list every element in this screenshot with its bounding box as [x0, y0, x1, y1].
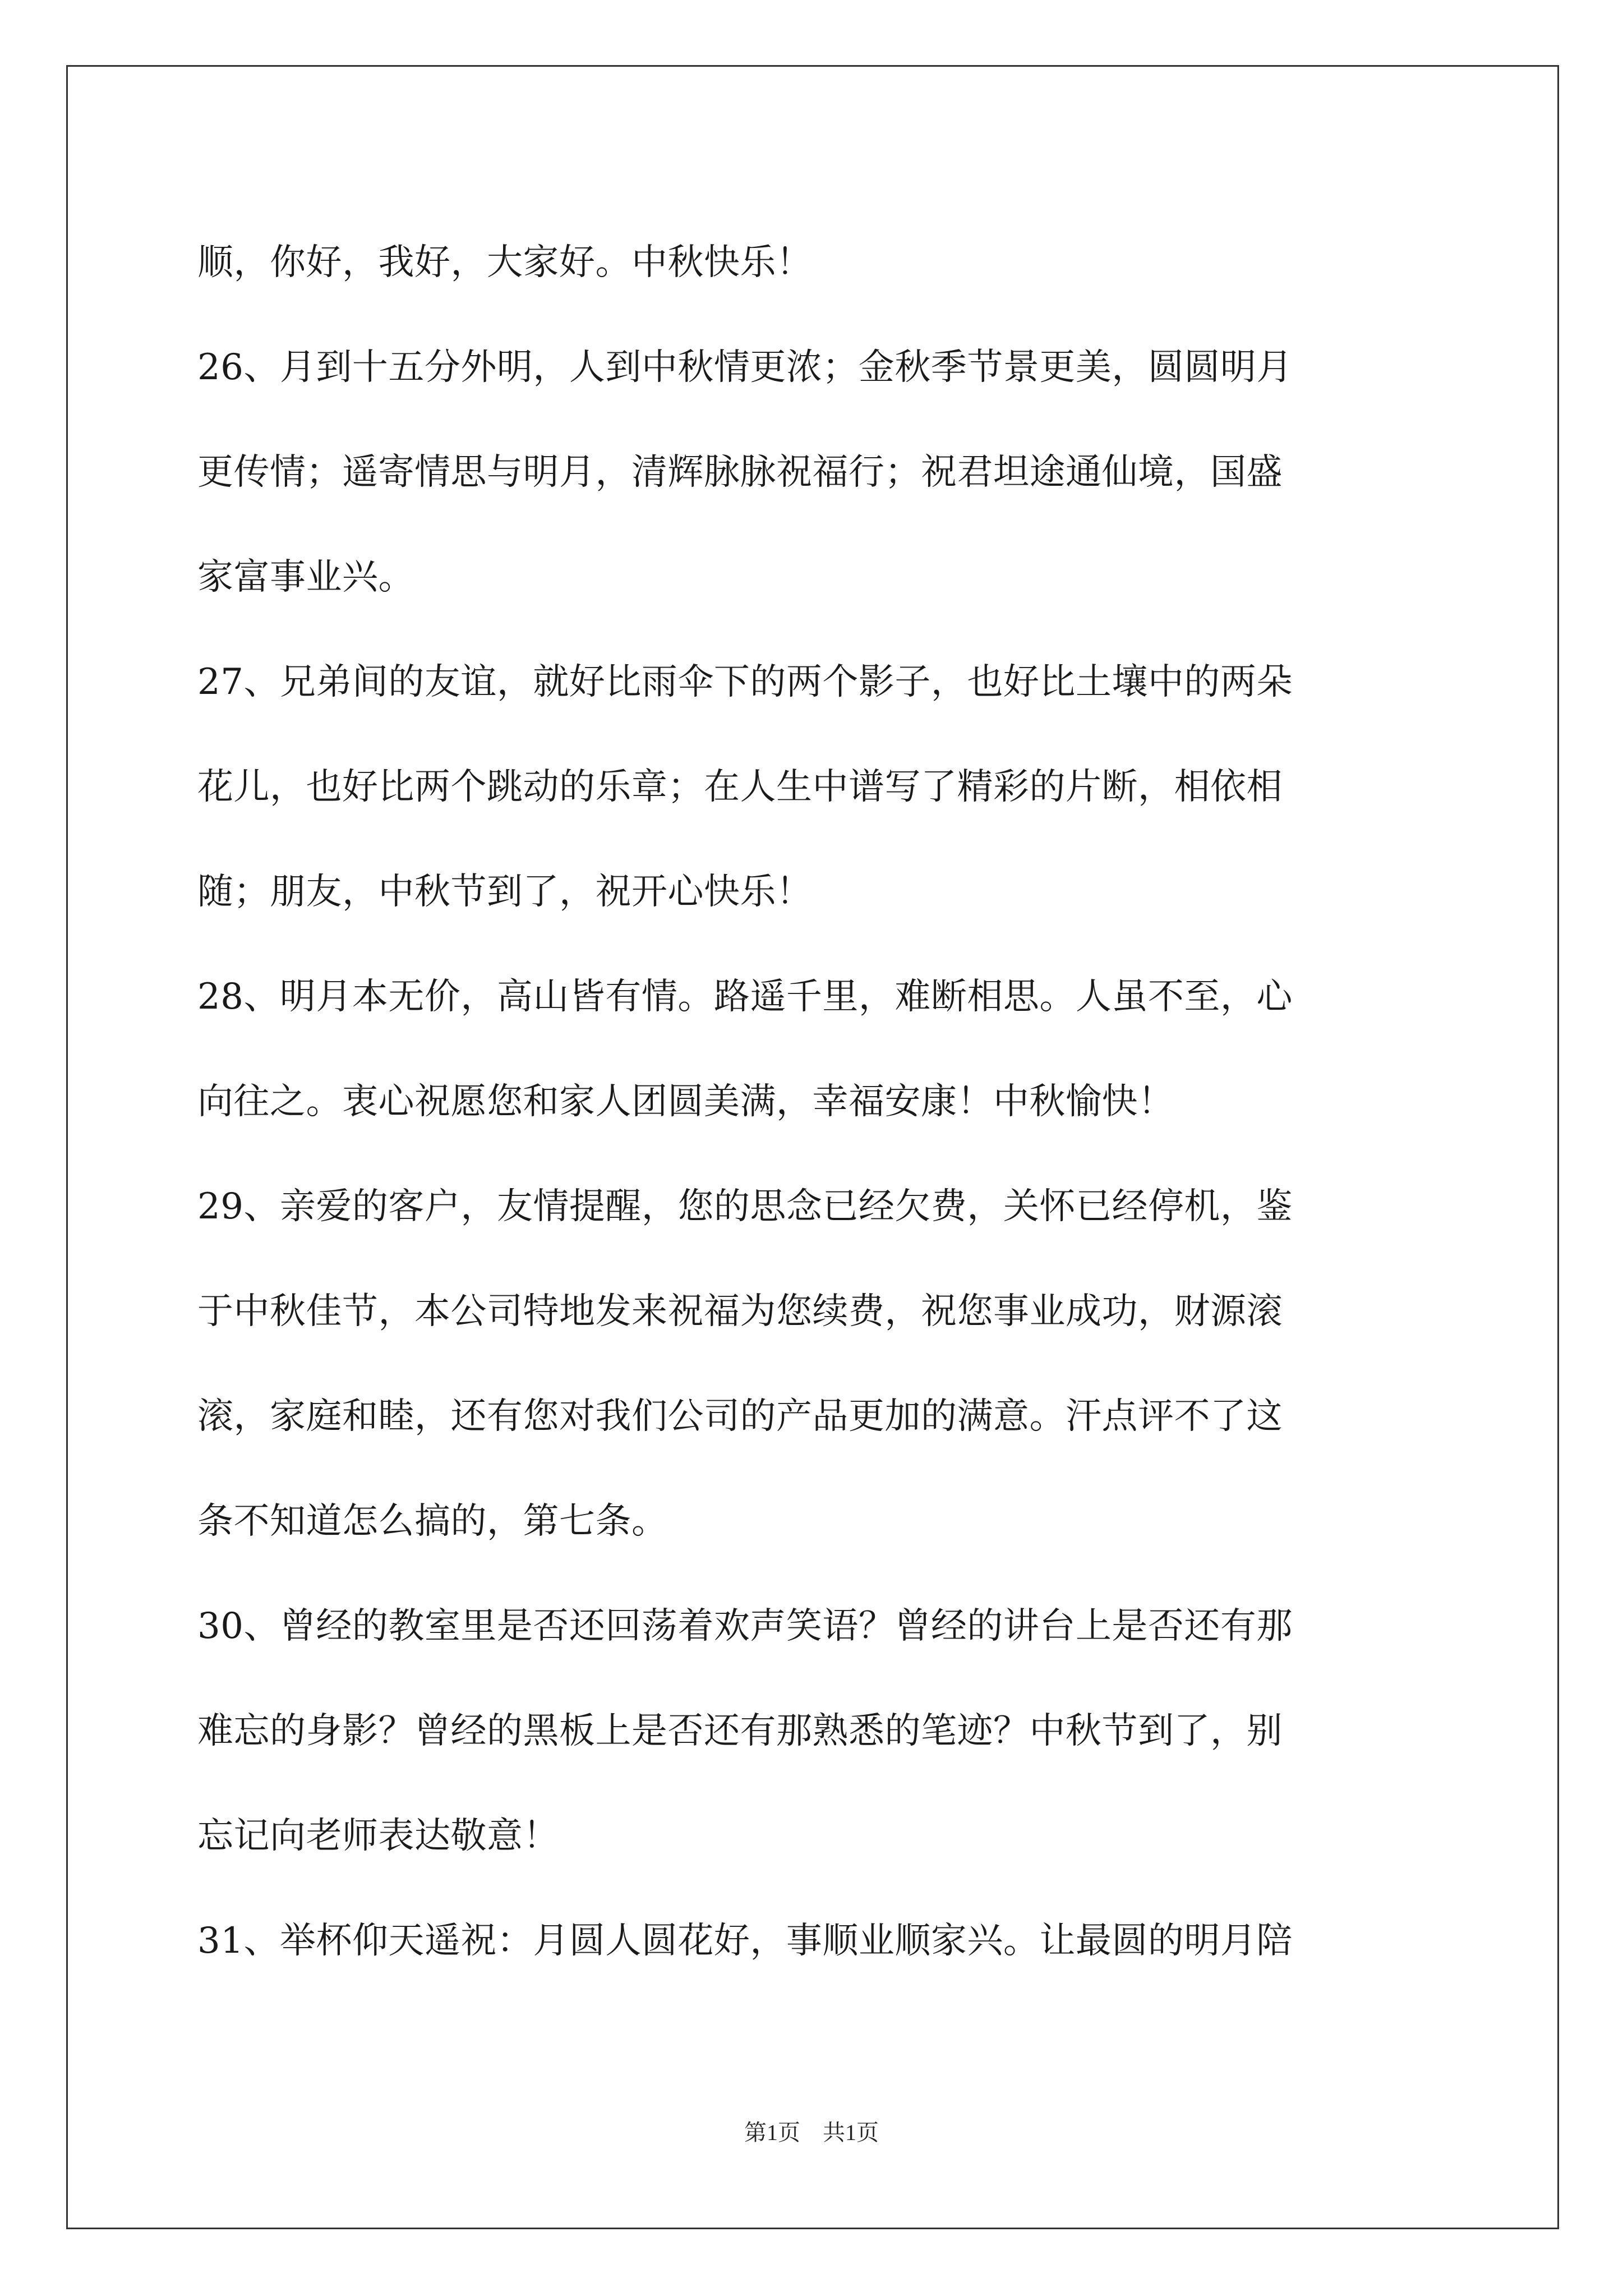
document-body: [197, 210, 1431, 1994]
text-line: 30、曾经的教室里是否还回荡着欢声笑语？曾经的讲台上是否还有那: [197, 1605, 1293, 1647]
text-line: 条不知道怎么搞的，第七条。: [197, 1501, 668, 1542]
text-line: 28、明月本无价，高山皆有情。路遥千里，难断相思。人虽不至，心: [197, 976, 1293, 1018]
text-line: 滚，家庭和睦，还有您对我们公司的产品更加的满意。汗点评不了这: [197, 1396, 1283, 1437]
text-line: 27、兄弟间的友谊，就好比雨伞下的两个影子，也好比土壤中的两朵: [197, 661, 1293, 703]
text-line: 29、亲爱的客户，友情提醒，您的思念已经欠费，关怀已经停机，鉴: [197, 1186, 1293, 1227]
text-line: 难忘的身影？曾经的黑板上是否还有那熟悉的笔迹？中秋节到了，别: [197, 1710, 1283, 1752]
text-line: 向往之。衷心祝愿您和家人团圆美满，幸福安康！中秋愉快！: [197, 1081, 1174, 1122]
text-line: 家富事业兴。: [197, 556, 414, 598]
text-line: 于中秋佳节，本公司特地发来祝福为您续费，祝您事业成功，财源滚: [197, 1291, 1283, 1332]
text-line: 花儿，也好比两个跳动的乐章；在人生中谱写了精彩的片断，相依相: [197, 766, 1283, 808]
text-line: 更传情；遥寄情思与明月，清辉脉脉祝福行；祝君坦途通仙境，国盛: [197, 452, 1283, 493]
text-line: 顺，你好，我好，大家好。中秋快乐！: [197, 242, 813, 283]
text-line: 忘记向老师表达敬意！: [197, 1815, 559, 1857]
text-line: 随；朋友，中秋节到了，祝开心快乐！: [197, 871, 813, 913]
page-footer: 第1页 共1页: [744, 2120, 879, 2145]
text-line: 31、举杯仰天遥祝：月圆人圆花好，事顺业顺家兴。让最圆的明月陪: [197, 1920, 1293, 1962]
text-line: 26、月到十五分外明，人到中秋情更浓；金秋季节景更美，圆圆明月: [197, 347, 1293, 388]
